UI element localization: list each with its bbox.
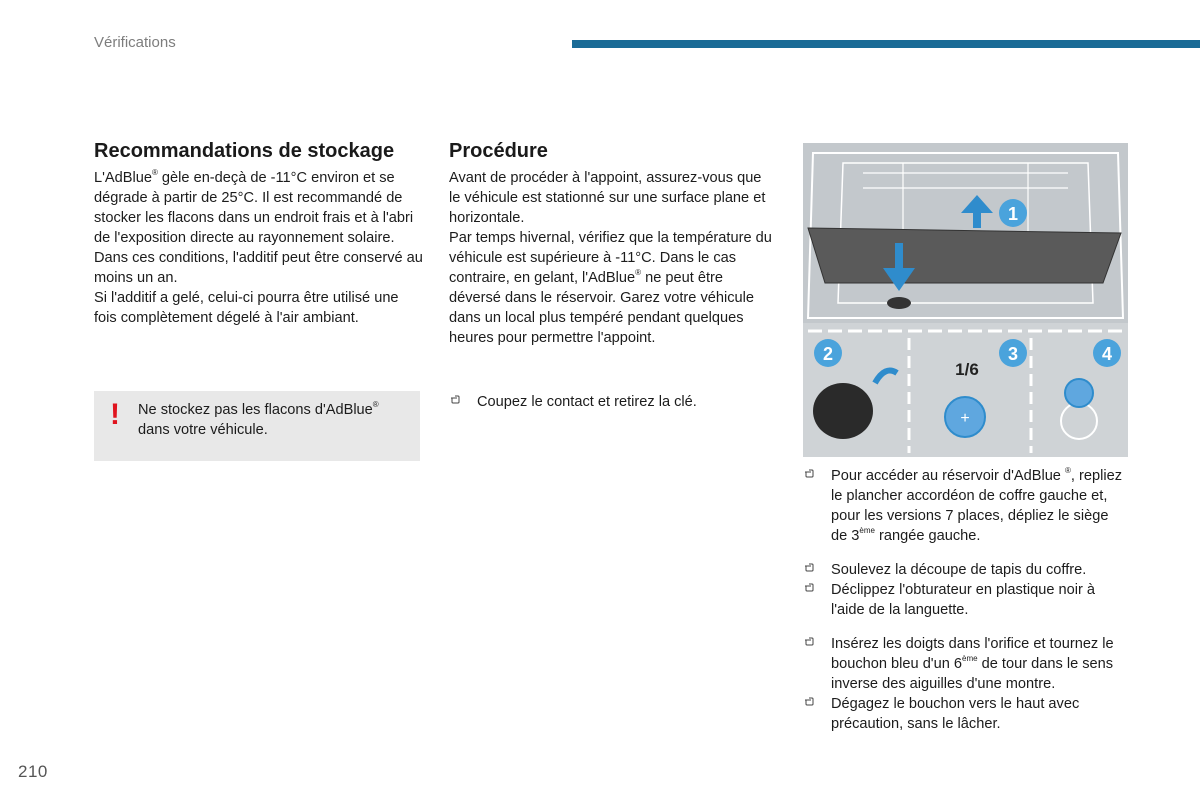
figure-label-4: 4 (1101, 344, 1113, 364)
figure-label-3: 3 (1007, 344, 1019, 364)
svg-text:+: + (960, 410, 970, 427)
procedure-title: Procédure (449, 140, 548, 162)
trunk-adblue-illustration (803, 143, 1128, 457)
header-accent-bar (572, 40, 1200, 48)
pointing-hand-icon (803, 560, 817, 574)
storage-paragraph-1: L'AdBlue® gèle en-deçà de -11°C environ et se dégrade à partir de 25°C. Il est recommandé de stocker les flacons dans un endroit frais et à l'abri de l'exposition directe au rayonnement solaire. (94, 168, 414, 246)
storage-title: Recommandations de stockage (94, 140, 395, 162)
figure-fraction: 1/6 (955, 360, 979, 379)
storage-paragraph-3: Si l'additif a gelé, celui-ci pourra être utilisé une fois complètement dégelé à l'air ambiant. (94, 290, 399, 326)
procedure-paragraph-2: Par temps hivernal, vérifiez que la température du véhicule est supérieure à -11°C. Dans le cas contraire, en gelant, l'AdBlue® ne peut être déversé dans le réservoir. Garez votre véhicule dans un local plus tempéré pendant quelques heures pour permettre l'appoint. (449, 230, 772, 346)
page-number: 210 (18, 762, 48, 781)
pointing-hand-icon (803, 580, 817, 594)
storage-text (94, 168, 424, 328)
warning-text: Ne stockez pas les flacons d'AdBlue® dans votre véhicule. (138, 400, 379, 438)
warning-icon: ! (110, 398, 120, 431)
figure-label-1: 1 (1007, 204, 1019, 224)
pointing-hand-icon (803, 694, 817, 708)
pointing-hand-icon (803, 466, 817, 480)
procedure-paragraph-1: Avant de procéder à l'appoint, assurez-vous que le véhicule est stationné sur une surface plane et horizontale. (449, 170, 766, 226)
storage-paragraph-2: Dans ces conditions, l'additif peut être conservé au moins un an. (94, 250, 423, 286)
section-title: Vérifications (94, 34, 176, 51)
pointing-hand-icon (803, 634, 817, 648)
step-access-tank: Pour accéder au réservoir d'AdBlue ®, repliez le plancher accordéon de coffre gauche et, pour les versions 7 places, dépliez le siège de 3ème rangée gauche. (803, 466, 1123, 548)
pointing-hand-icon (449, 392, 463, 406)
figure-label-2: 2 (822, 344, 834, 364)
procedure-text (449, 168, 775, 348)
